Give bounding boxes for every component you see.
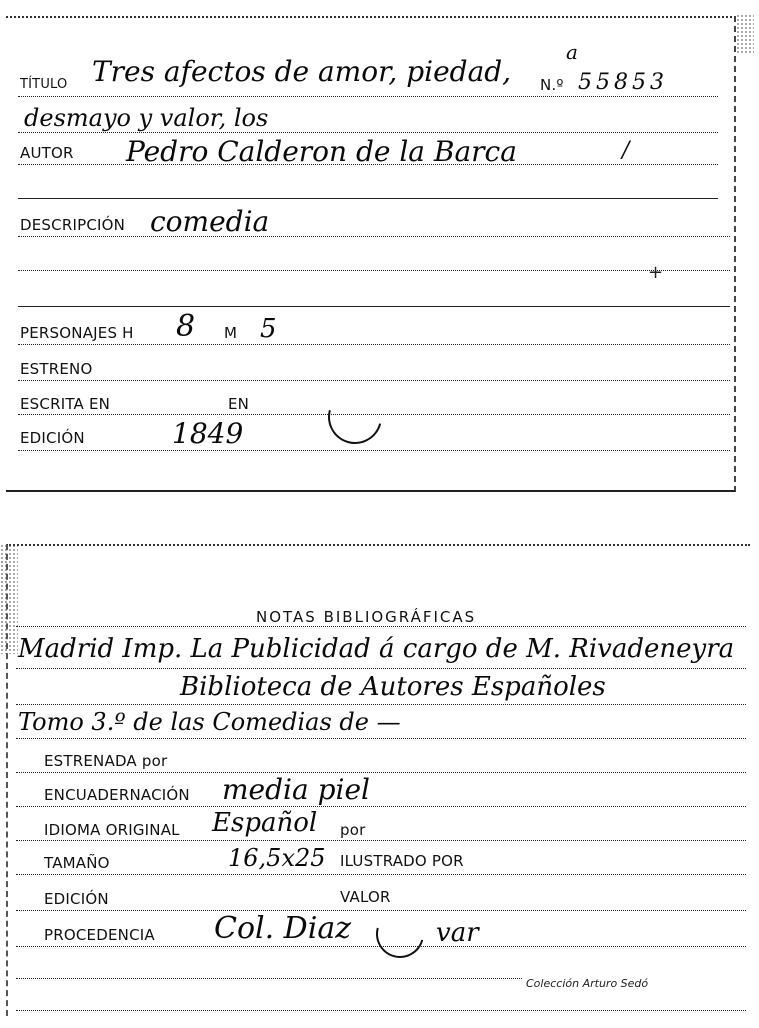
- idioma-rule: [16, 840, 746, 841]
- numero-value: 55853: [578, 70, 668, 95]
- bottom-rule: [16, 1010, 746, 1011]
- edicion-rule: [18, 450, 730, 451]
- edicion-value: 1849: [172, 417, 244, 450]
- titulo-value: Tres afectos de amor, piedad,: [92, 55, 512, 88]
- descripcion-label: DESCRIPCIÓN: [20, 216, 126, 234]
- estreno-rule: [18, 380, 730, 381]
- edicion-label: EDICIÓN: [20, 429, 85, 447]
- personajes-h-value: 8: [176, 309, 196, 344]
- numero-label: N.º: [540, 76, 564, 94]
- descripcion-value: comedia: [150, 205, 270, 238]
- procedencia-value: Col. Diaz: [214, 911, 352, 946]
- autor-label: AUTOR: [20, 144, 74, 162]
- note-line-1: Madrid Imp. La Publicidad á cargo de M. Rivadeneyra: [18, 634, 735, 664]
- tamano-value: 16,5x25: [228, 844, 326, 872]
- personajes-label: PERSONAJES H: [20, 324, 134, 342]
- footer-rule: [16, 978, 522, 979]
- procedencia-value-tail: var: [436, 918, 479, 948]
- estrenada-label: ESTRENADA por: [44, 752, 168, 770]
- blank-rule: [18, 198, 718, 199]
- estreno-label: ESTRENO: [20, 360, 93, 378]
- autor-value: Pedro Calderon de la Barca: [126, 135, 517, 168]
- idioma-value: Español: [212, 808, 318, 838]
- edge-speckle: [736, 14, 754, 54]
- descripcion-rule: [18, 236, 730, 237]
- note-line-3: Tomo 3.º de las Comedias de —: [18, 708, 401, 736]
- notas-heading: NOTAS BIBLIOGRÁFICAS: [256, 608, 477, 626]
- note-rule-1: [16, 668, 746, 669]
- notas-rule: [16, 626, 746, 627]
- encuadernacion-rule: [16, 806, 746, 807]
- tamano-rule: [16, 874, 746, 875]
- procedencia-rule: [16, 946, 746, 947]
- titulo-label: TÍTULO: [20, 77, 68, 92]
- escrita-en-label: ESCRITA EN: [20, 395, 111, 413]
- numero-suffix: a: [566, 40, 578, 64]
- autor-rule: [18, 164, 718, 165]
- idioma-label: IDIOMA ORIGINAL: [44, 821, 180, 839]
- note-line-2: Biblioteca de Autores Españoles: [180, 672, 606, 702]
- descripcion-rule-2: [18, 270, 730, 271]
- encuadernacion-label: ENCUADERNACIÓN: [44, 786, 190, 804]
- catalog-card-top: [0, 0, 759, 495]
- titulo-rule-2: [18, 132, 718, 133]
- autor-check-mark: /: [622, 138, 630, 163]
- encuadernacion-value: media piel: [222, 773, 370, 806]
- edicion-bottom-rule: [16, 910, 746, 911]
- edge-speckle: [0, 544, 18, 654]
- stray-mark: +: [648, 262, 664, 283]
- personajes-rule: [18, 344, 730, 345]
- escrita-en-en-label: EN: [228, 395, 250, 413]
- catalog-card-bottom: [0, 540, 759, 1028]
- ilustrado-label: ILUSTRADO POR: [340, 852, 464, 870]
- procedencia-label: PROCEDENCIA: [44, 926, 155, 944]
- personajes-m-value: 5: [260, 314, 277, 344]
- note-rule-3: [16, 738, 746, 739]
- descripcion-rule-3: [18, 306, 730, 307]
- edicion-bottom-label: EDICIÓN: [44, 890, 109, 908]
- valor-label: VALOR: [340, 888, 391, 906]
- idioma-por-label: por: [340, 821, 366, 839]
- tamano-label: TAMAÑO: [44, 854, 110, 872]
- note-rule-2: [16, 704, 746, 705]
- collection-credit: Colección Arturo Sedó: [526, 977, 649, 990]
- titulo-rule: [18, 96, 718, 97]
- estrenada-rule: [16, 772, 746, 773]
- personajes-m-label: M: [224, 324, 238, 342]
- titulo-value-line2: desmayo y valor, los: [24, 104, 269, 132]
